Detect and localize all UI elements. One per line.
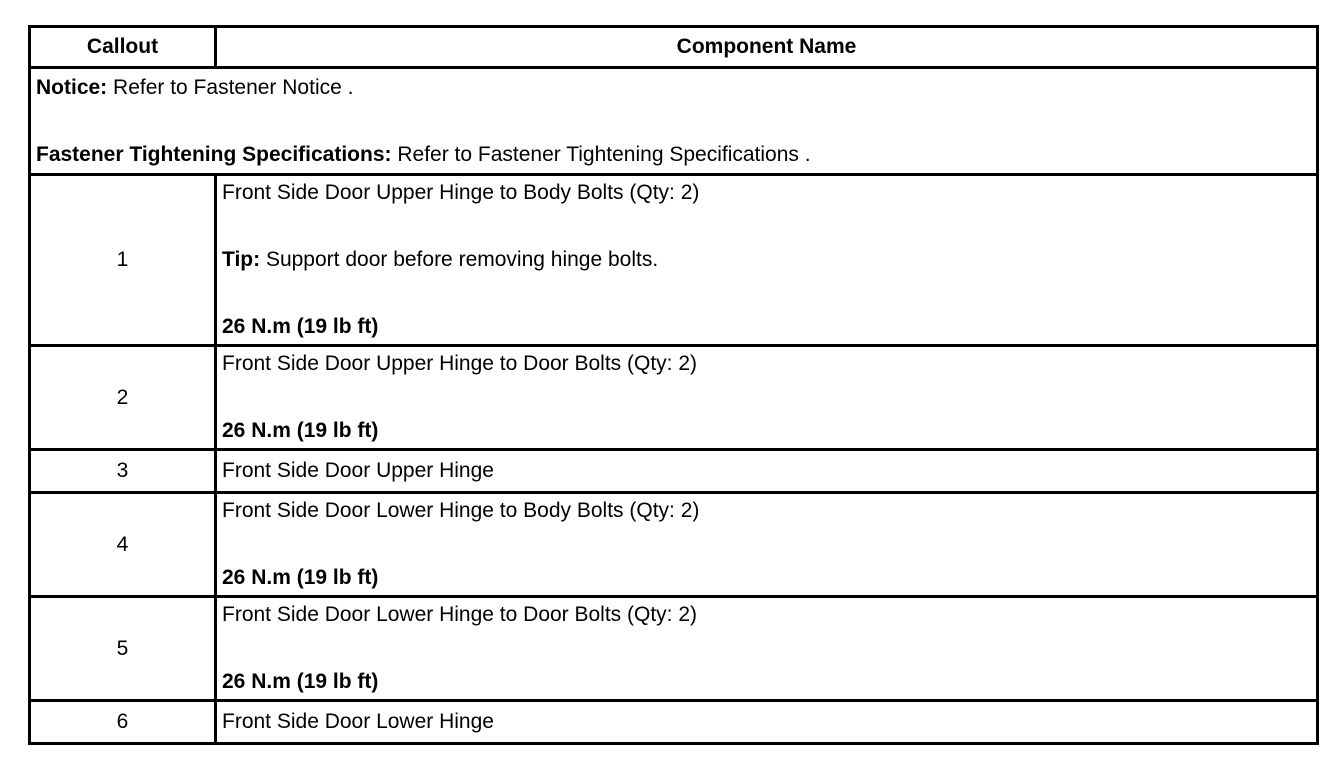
fastener-specs-line xyxy=(36,143,1311,167)
component-name: Front Side Door Upper Hinge xyxy=(216,450,1318,493)
table-row xyxy=(30,175,1318,346)
component-name-header: Component Name xyxy=(216,27,1318,68)
component-cell xyxy=(216,493,1318,597)
table-row xyxy=(30,701,1318,744)
callout-header: Callout xyxy=(30,27,216,68)
callout-number: 5 xyxy=(30,597,216,701)
tip-text: Support door before removing hinge bolts. xyxy=(260,248,659,271)
callout-number: 2 xyxy=(30,346,216,450)
torque-spec: 26 N.m (19 lb ft) xyxy=(222,670,379,693)
component-name: Front Side Door Lower Hinge xyxy=(216,701,1318,744)
tip-line xyxy=(222,248,1311,272)
table-row xyxy=(30,346,1318,450)
callout-number: 1 xyxy=(30,175,216,346)
component-table xyxy=(28,25,1319,745)
table-row xyxy=(30,450,1318,493)
torque-spec: 26 N.m (19 lb ft) xyxy=(222,315,379,338)
header-row xyxy=(30,27,1318,68)
torque-spec: 26 N.m (19 lb ft) xyxy=(222,419,379,442)
component-cell xyxy=(216,175,1318,346)
fastener-specs-label: Fastener Tightening Specifications: xyxy=(36,142,392,166)
callout-number: 6 xyxy=(30,701,216,744)
component-name: Front Side Door Upper Hinge to Body Bolts (Qty: 2) xyxy=(222,181,700,204)
callout-number: 4 xyxy=(30,493,216,597)
fastener-specs-text: Refer to Fastener Tightening Specifications . xyxy=(391,142,811,166)
tip-label: Tip: xyxy=(222,248,261,271)
notice-line xyxy=(36,76,1311,100)
callout-number: 3 xyxy=(30,450,216,493)
component-name: Front Side Door Lower Hinge to Door Bolts (Qty: 2) xyxy=(222,603,698,626)
table-row xyxy=(30,597,1318,701)
component-cell xyxy=(216,346,1318,450)
component-name: Front Side Door Upper Hinge to Door Bolts (Qty: 2) xyxy=(222,352,698,375)
component-name: Front Side Door Lower Hinge to Body Bolts (Qty: 2) xyxy=(222,499,700,522)
torque-spec: 26 N.m (19 lb ft) xyxy=(222,566,379,589)
notice-label: Notice: xyxy=(36,75,108,99)
component-cell xyxy=(216,597,1318,701)
notice-cell xyxy=(30,68,1318,175)
notice-row xyxy=(30,68,1318,175)
notice-text: Refer to Fastener Notice . xyxy=(107,75,354,99)
table-row xyxy=(30,493,1318,597)
